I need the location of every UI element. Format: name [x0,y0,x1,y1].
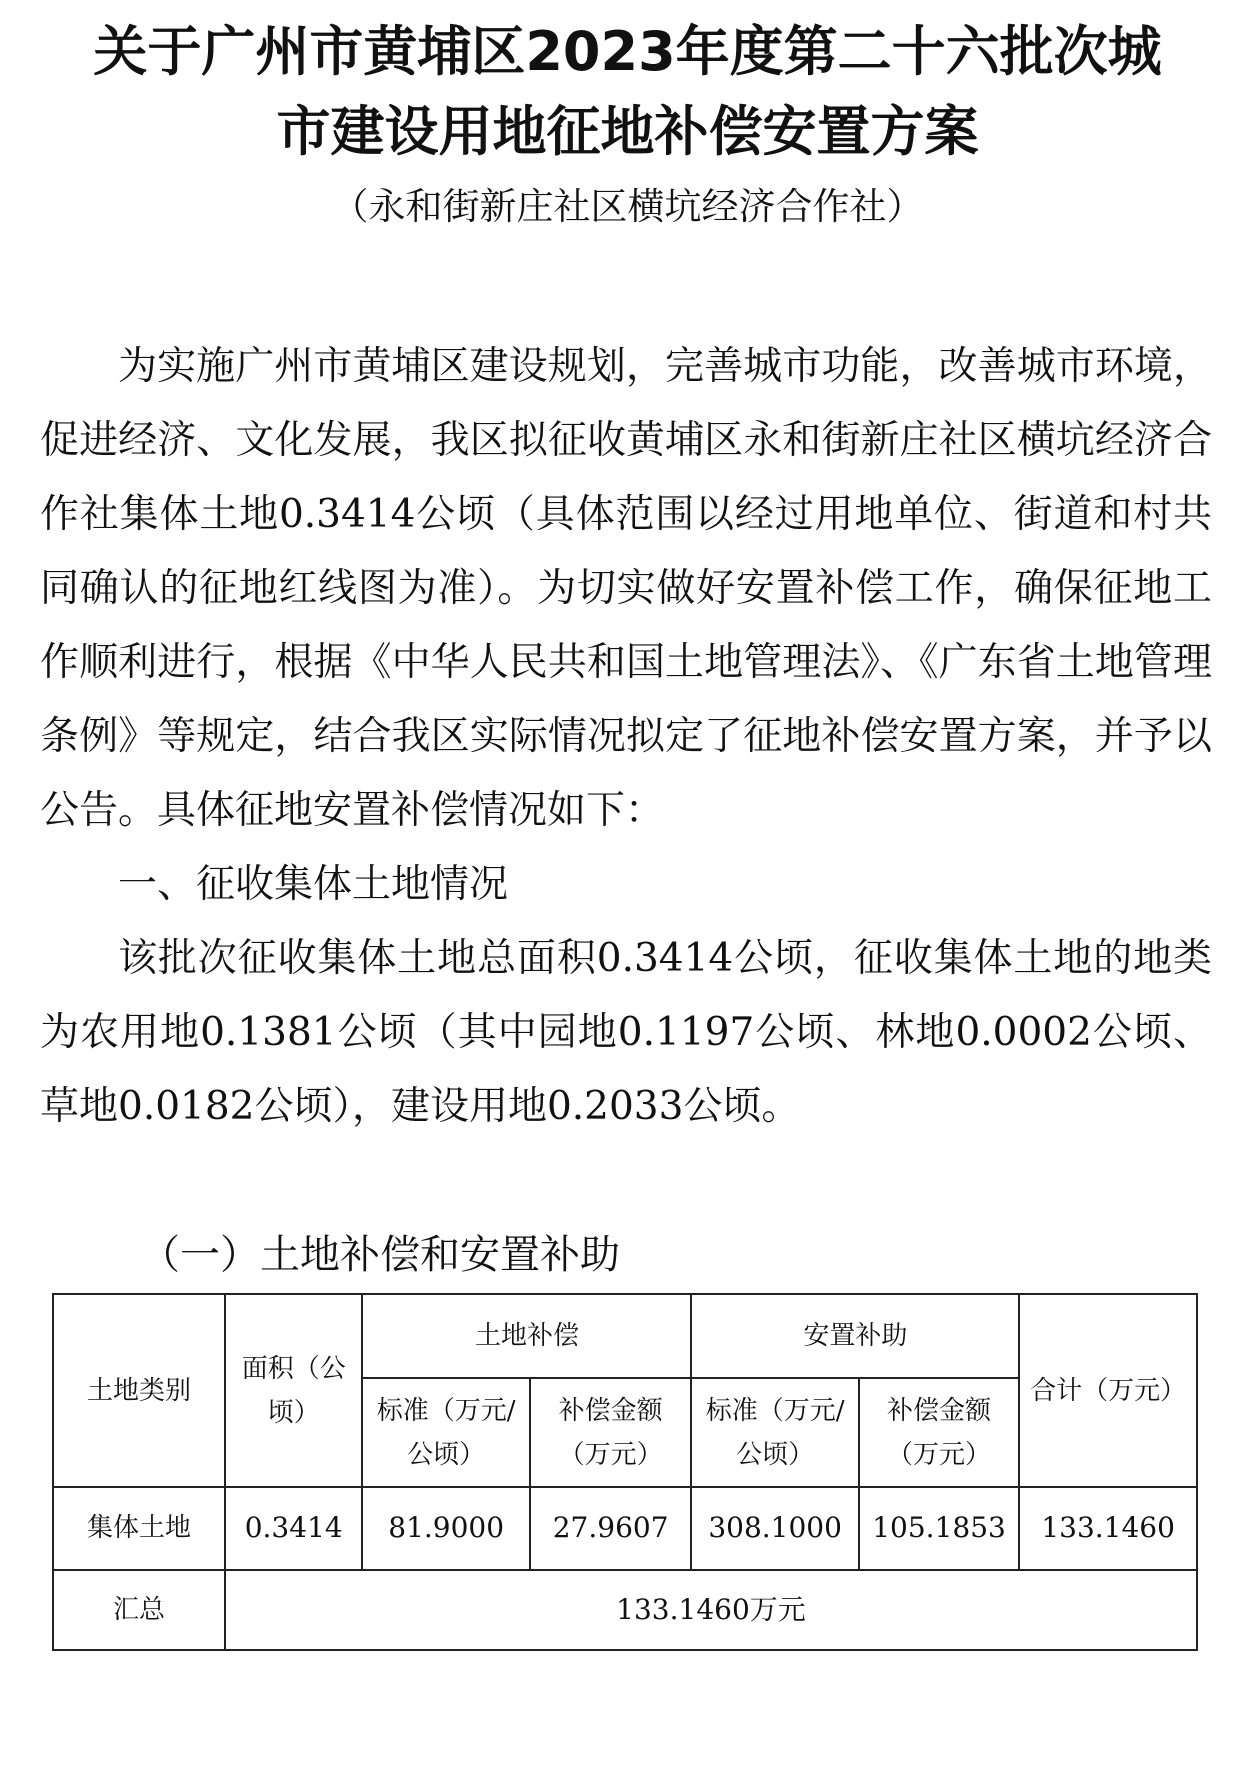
cell-area: 0.3414 [225,1487,363,1569]
cell-resettle-standard: 308.1000 [691,1487,858,1569]
document-body [40,330,1212,1144]
document-subtitle: （永和街新庄社区横坑经济合作社） [331,185,924,228]
summary-label: 汇总 [53,1570,225,1650]
compensation-table [52,1293,1198,1651]
header-total: 合计（万元） [1019,1294,1197,1487]
header-resettlement-subsidy: 安置补助 [691,1294,1019,1378]
document-title-line2: 市建设用地征地补偿安置方案 [276,100,979,163]
cell-land-comp-amount: 27.9607 [530,1487,692,1569]
section-heading-1: 一、征收集体土地情况 [118,862,509,907]
header-land-compensation: 土地补偿 [362,1294,691,1378]
header-resettle-amount: 补偿金额（万元） [859,1378,1019,1487]
table-row [53,1487,1197,1569]
cell-resettle-amount: 105.1853 [859,1487,1019,1569]
paragraph-land-info: 该批次征收集体土地总面积0.3414公顷，征收集体土地的地类为农用地0.1381公顷（其中园地0.1197公顷、林地0.0002公顷、草地0.0182公顷），建设用地0.2033公顷。 [40,936,1212,1129]
subsection-heading: （一）土地补偿和安置补助 [140,1232,620,1278]
summary-row [53,1570,1197,1650]
cell-land-type: 集体土地 [53,1487,225,1569]
summary-value: 133.1460万元 [225,1570,1197,1650]
cell-total: 133.1460 [1019,1487,1197,1569]
header-land-comp-amount: 补偿金额（万元） [530,1378,692,1487]
header-area: 面积（公顷） [225,1294,363,1487]
header-land-type: 土地类别 [53,1294,225,1487]
paragraph-intro: 为实施广州市黄埔区建设规划，完善城市功能，改善城市环境，促进经济、文化发展，我区拟征收黄埔区永和街新庄社区横坑经济合作社集体土地0.3414公顷（具体范围以经过用地单位、街道和村共同确认的征地红线图为准）。为切实做好安置补偿工作，确保征地工作顺利进行，根据《中华人民共和国土地管理法》、《广东省土地管理条例》等规定，结合我区实际情况拟定了征地补偿安置方案，并予以公告。具体征地安置补偿情况如下： [40,344,1212,833]
header-resettle-standard: 标准（万元/公顷） [691,1378,858,1487]
cell-land-comp-standard: 81.9000 [362,1487,529,1569]
document-title-line1: 关于广州市黄埔区2023年度第二十六批次城 [93,20,1162,83]
header-land-comp-standard: 标准（万元/公顷） [362,1378,529,1487]
